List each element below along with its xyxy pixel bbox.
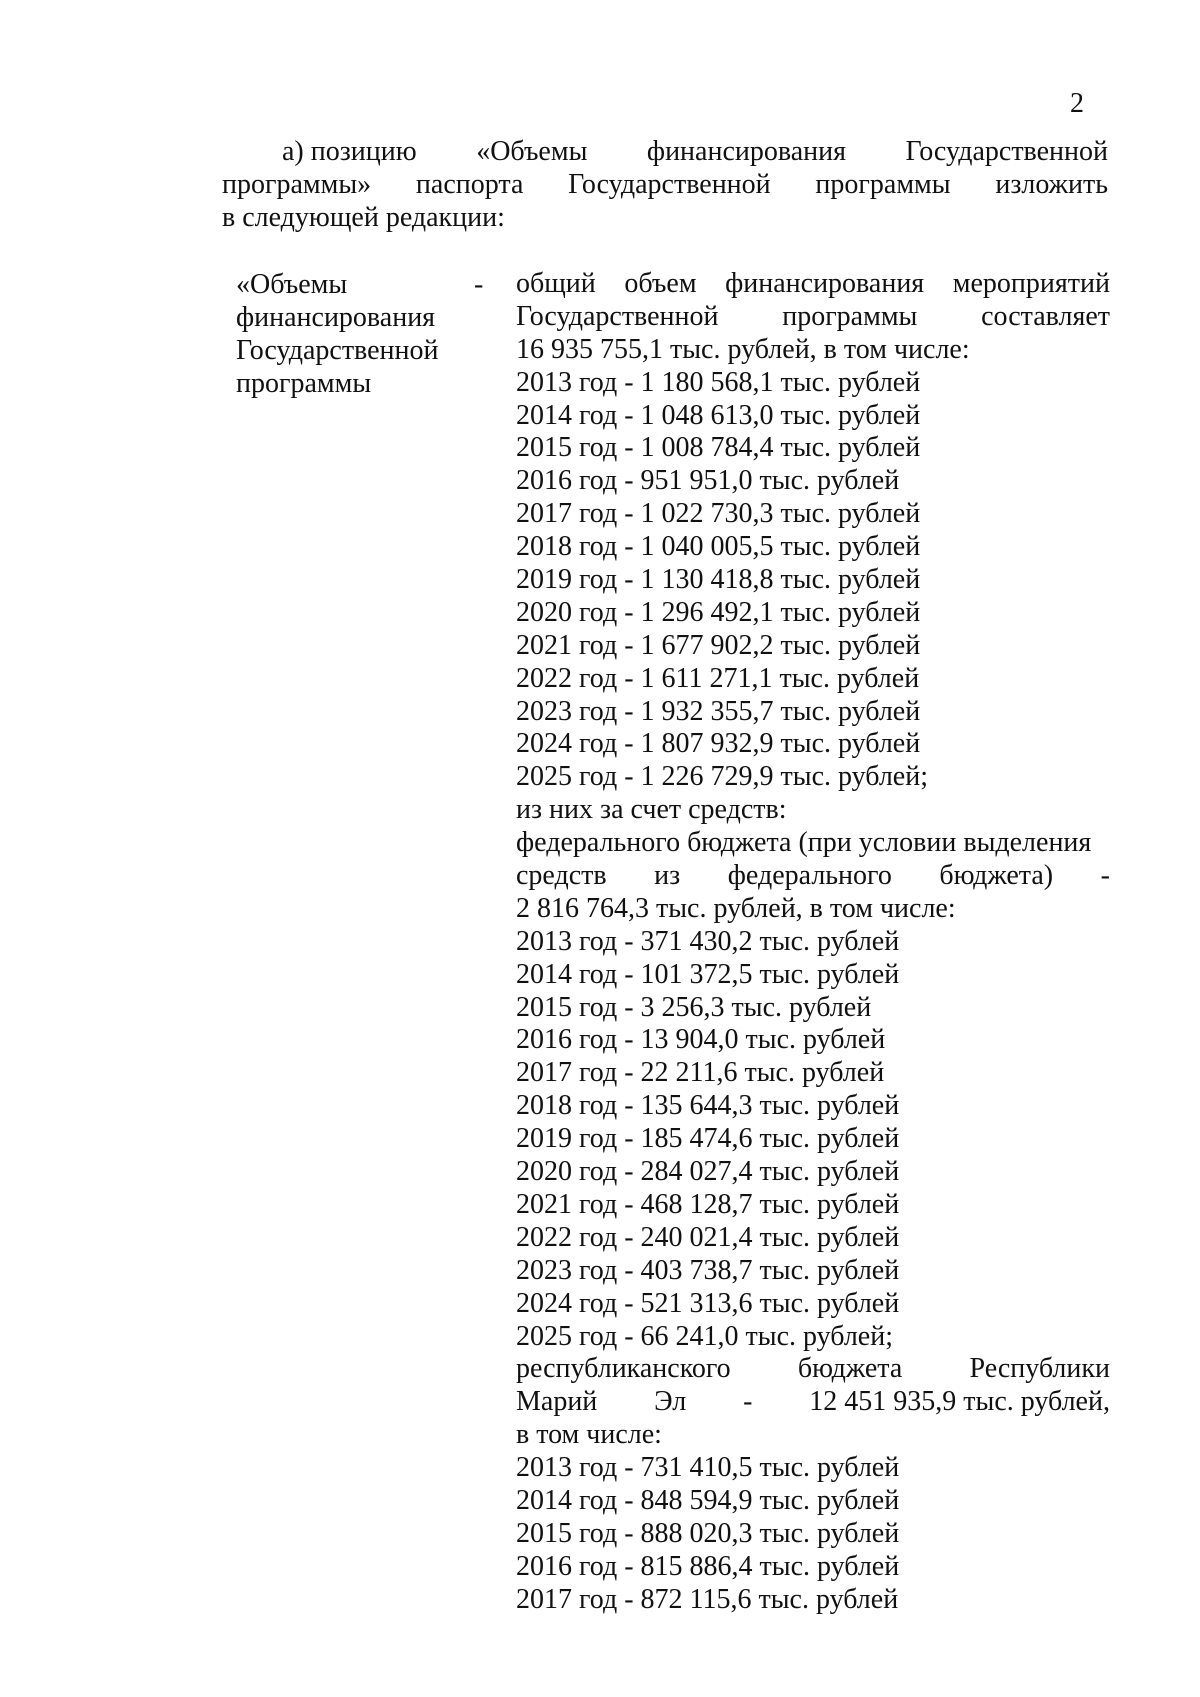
total-year-line: 2013 год - 1 180 568,1 тыс. рублей	[516, 366, 921, 398]
total-year-line: 2018 год - 1 040 005,5 тыс. рублей	[516, 531, 921, 563]
total-line-1	[516, 268, 1110, 301]
total-amount: 16 935 755,1 тыс. рублей, в том числе:	[516, 333, 970, 365]
intro-word: программы	[815, 169, 951, 200]
label-line: «Объемы	[236, 269, 348, 300]
republic-line-3: в том числе:	[516, 1419, 662, 1451]
text-word: программы	[782, 300, 918, 332]
federal-line-2	[516, 860, 1110, 893]
republic-year-line: 2015 год - 888 020,3 тыс. рублей	[516, 1517, 900, 1549]
federal-year-line: 2013 год - 371 430,2 тыс. рублей	[516, 925, 900, 957]
intro-word: программы»	[222, 169, 372, 200]
text-word: мероприятий	[952, 268, 1110, 299]
text-word: Эл	[654, 1386, 687, 1418]
text-word: Марий	[516, 1386, 598, 1418]
republic-year-line: 2013 год - 731 410,5 тыс. рублей	[516, 1452, 900, 1484]
text-word: из	[654, 860, 681, 892]
total-year-line: 2019 год - 1 130 418,8 тыс. рублей	[516, 564, 921, 596]
total-year-line: 2025 год - 1 226 729,9 тыс. рублей;	[516, 761, 929, 793]
intro-line-2	[222, 168, 1108, 201]
total-year-line: 2014 год - 1 048 613,0 тыс. рублей	[516, 399, 921, 431]
federal-year-line: 2023 год - 403 738,7 тыс. рублей	[516, 1254, 900, 1286]
total-year-line: 2023 год - 1 932 355,7 тыс. рублей	[516, 695, 921, 727]
text-word: республиканского	[516, 1353, 731, 1385]
intro-word: изложить	[995, 169, 1108, 200]
label-dash: -	[474, 269, 484, 300]
text-word: объем	[624, 268, 697, 299]
total-year-line: 2021 год - 1 677 902,2 тыс. рублей	[516, 629, 921, 661]
financing-content	[516, 268, 1110, 1617]
republic-line-2	[516, 1386, 1110, 1419]
text-word: средств	[516, 860, 607, 892]
federal-year-line: 2014 год - 101 372,5 тыс. рублей	[516, 958, 900, 990]
text-word: федерального	[727, 860, 892, 892]
label-line: Государственной	[236, 335, 439, 366]
text-word: финансирования	[725, 268, 925, 299]
federal-year-line: 2024 год - 521 313,6 тыс. рублей	[516, 1287, 900, 1319]
text-word: -	[1100, 860, 1110, 892]
sources-heading: из них за счет средств:	[516, 794, 787, 826]
republic-line-1	[516, 1353, 1110, 1386]
intro-word: а) позицию	[282, 136, 417, 167]
federal-year-line: 2015 год - 3 256,3 тыс. рублей	[516, 991, 872, 1023]
republic-year-line: 2014 год - 848 594,9 тыс. рублей	[516, 1484, 900, 1516]
text-word: Республики	[969, 1353, 1110, 1385]
intro-line-1	[222, 135, 1108, 168]
federal-year-line: 2022 год - 240 021,4 тыс. рублей	[516, 1221, 900, 1253]
total-year-line: 2024 год - 1 807 932,9 тыс. рублей	[516, 728, 921, 760]
total-year-line: 2022 год - 1 611 271,1 тыс. рублей	[516, 662, 920, 694]
federal-year-line: 2021 год - 468 128,7 тыс. рублей	[516, 1188, 900, 1220]
text-word: общий	[516, 268, 596, 299]
intro-word: финансирования	[646, 136, 846, 167]
intro-word: Государственной	[568, 169, 771, 200]
total-year-line: 2016 год - 951 951,0 тыс. рублей	[516, 465, 900, 497]
intro-word: «Объемы	[476, 136, 588, 167]
federal-amount: 2 816 764,3 тыс. рублей, в том числе:	[516, 892, 956, 924]
text-word: -	[743, 1386, 753, 1418]
text-word: Государственной	[516, 300, 719, 332]
label-line: программы	[236, 368, 372, 399]
republic-year-line: 2017 год - 872 115,6 тыс. рублей	[516, 1583, 899, 1615]
text-word: составляет	[981, 300, 1110, 332]
intro-paragraph	[222, 135, 1108, 234]
intro-word: Государственной	[905, 136, 1108, 167]
federal-year-line: 2019 год - 185 474,6 тыс. рублей	[516, 1123, 900, 1155]
intro-word: паспорта	[415, 169, 524, 200]
total-line-2	[516, 301, 1110, 334]
federal-year-line: 2017 год - 22 211,6 тыс. рублей	[516, 1057, 885, 1089]
federal-year-line: 2018 год - 135 644,3 тыс. рублей	[516, 1090, 900, 1122]
intro-line-3: в следующей редакции:	[222, 202, 505, 233]
text-word: бюджета	[797, 1353, 903, 1385]
federal-year-line: 2020 год - 284 027,4 тыс. рублей	[516, 1156, 900, 1188]
text-word: 12 451 935,9 тыс. рублей,	[809, 1386, 1110, 1418]
label-line: финансирования	[236, 302, 436, 333]
page-number: 2	[1070, 88, 1084, 119]
federal-year-line: 2025 год - 66 241,0 тыс. рублей;	[516, 1320, 894, 1352]
total-year-line: 2017 год - 1 022 730,3 тыс. рублей	[516, 498, 921, 530]
total-year-line: 2020 год - 1 296 492,1 тыс. рублей	[516, 596, 921, 628]
federal-line-1: федерального бюджета (при условии выделения	[516, 827, 1092, 859]
position-label	[236, 268, 496, 400]
text-word: бюджета)	[939, 860, 1054, 892]
total-year-line: 2015 год - 1 008 784,4 тыс. рублей	[516, 432, 921, 464]
republic-year-line: 2016 год - 815 886,4 тыс. рублей	[516, 1550, 900, 1582]
federal-year-line: 2016 год - 13 904,0 тыс. рублей	[516, 1024, 886, 1056]
